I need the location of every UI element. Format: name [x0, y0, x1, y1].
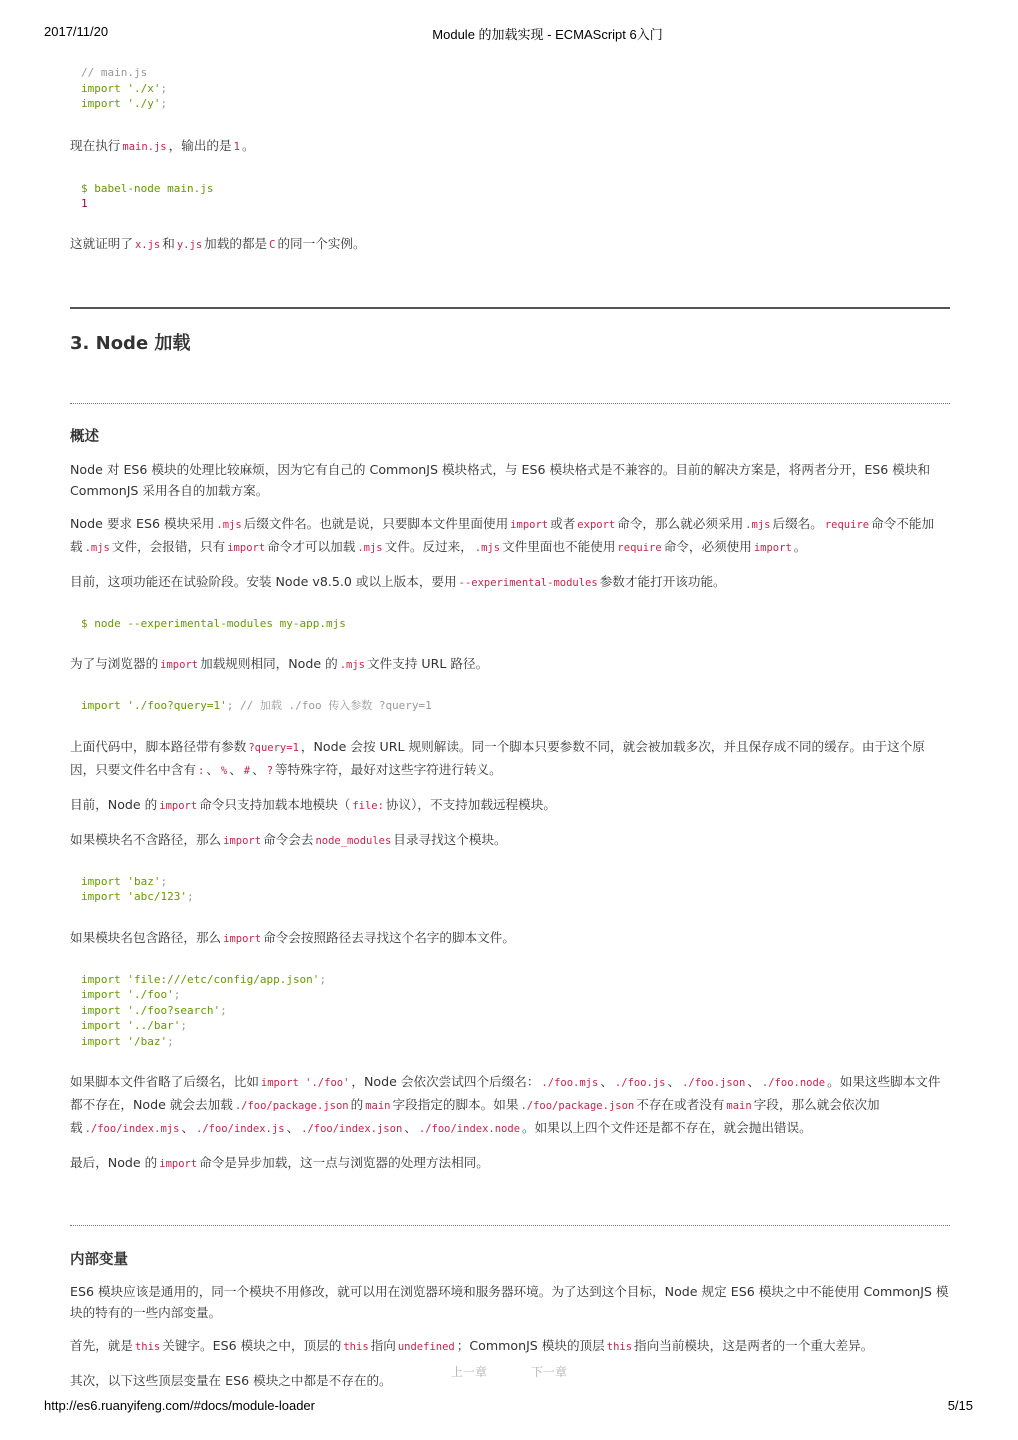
code-keyword: import — [81, 874, 121, 888]
code-punct: ; — [226, 699, 234, 712]
code-line: $ babel-node main.js — [81, 181, 214, 195]
code-string: './x' — [127, 81, 161, 95]
paragraph: 如果模块名包含路径，那么 import 命令会按照路径去寻找这个名字的脚本文件。 — [70, 929, 515, 945]
print-url: http://es6.ruanyifeng.com/#docs/module-loader — [44, 1398, 315, 1413]
code-keyword: import — [81, 988, 121, 1001]
code-string: './y' — [127, 97, 161, 110]
next-chapter-link[interactable]: 下一章 — [531, 1365, 568, 1379]
prev-chapter-link[interactable]: 上一章 — [451, 1365, 488, 1379]
code-keyword: import — [81, 1019, 121, 1032]
code-keyword: import — [81, 890, 121, 903]
paragraph: ES6 模块应该是通用的，同一个模块不用修改，就可以用在浏览器环境和服务器环境。为了达到这个目标，Node 规定 ES6 模块之中不能使用 CommonJS 模块的特有的一些内部变量。 — [70, 1284, 949, 1320]
code-punct: ; — [160, 97, 168, 110]
code-string: './foo?search' — [127, 1003, 221, 1017]
paragraph: 现在执行 main.js ，输出的是 1 。 — [70, 137, 255, 153]
code-comment: // main.js — [81, 66, 148, 79]
code-string: './foo' — [127, 988, 174, 1001]
code-string: '/baz' — [127, 1034, 168, 1048]
subsection-title-internal-vars: 内部变量 — [70, 1252, 128, 1268]
code-string: 'file:///etc/config/app.json' — [127, 972, 320, 986]
code-block-path-import — [70, 972, 950, 1050]
paragraph: 如果脚本文件省略了后缀名，比如 import './foo' ，Node 会依次尝试四个后缀名： ./foo.mjs 、 ./foo.js 、 ./foo.json 、 ./foo.node 。如果这些脚本文件都不存在，Node 就会去加载 ./foo/package.json 的 main 字段指定的脚本。如果 ./foo/package.json 不存在或者没有 main 字段，那么就会依次加载 ./foo/index.mjs 、 ./foo/index.js 、 ./foo/index.json 、 ./foo/index.node 。如果以上四个文件还是都不存在，就会抛出错误。 — [70, 1074, 941, 1135]
code-comment: // 加载 ./foo 传入参数 ?query=1 — [239, 699, 432, 712]
subsection-divider — [70, 403, 950, 404]
section-title: 3. Node 加载 — [70, 332, 191, 354]
paragraph: 目前，Node 的 import 命令只支持加载本地模块（ file: 协议），不支持加载远程模块。 — [70, 796, 556, 812]
paragraph: 其次，以下这些顶层变量在 ES6 模块之中都是不存在的。 — [70, 1373, 392, 1388]
code-block-babel — [70, 181, 950, 212]
code-punct: ; — [319, 972, 327, 986]
article-content — [70, 60, 950, 1391]
code-string: 'baz' — [127, 874, 161, 888]
code-punct: ; — [160, 874, 168, 888]
code-punct: ; — [160, 81, 168, 95]
code-keyword: import — [81, 972, 121, 986]
paragraph: Node 对 ES6 模块的处理比较麻烦，因为它有自己的 CommonJS 模块格式，与 ES6 模块格式是不兼容的。目前的解决方案是，将两者分开，ES6 模块和 CommonJS 采用各自的加载方案。 — [70, 461, 931, 498]
code-block-main-js — [70, 65, 950, 112]
paragraph: 最后，Node 的 import 命令是异步加载，这一点与浏览器的处理方法相同。 — [70, 1155, 489, 1170]
code-line: $ node --experimental-modules my-app.mjs — [81, 616, 346, 630]
print-date: 2017/11/20 — [44, 24, 109, 39]
code-keyword: import — [81, 97, 121, 110]
code-punct: ; — [180, 1019, 187, 1032]
code-punct: ; — [167, 1034, 174, 1048]
code-keyword: import — [81, 1003, 121, 1017]
print-page-number: 5/15 — [947, 1398, 973, 1413]
paragraph: 目前，这项功能还在试验阶段。安装 Node v8.5.0 或以上版本，要用 --experimental-modules 参数才能打开该功能。 — [70, 573, 726, 589]
code-string: '../bar' — [127, 1019, 181, 1032]
print-title: Module 的加载实现 - ECMAScript 6入门 — [432, 27, 663, 42]
code-block-bare-import — [70, 874, 950, 905]
paragraph: 首先，就是 this 关键字。ES6 模块之中，顶层的 this 指向 undefined ；CommonJS 模块的顶层 this 指向当前模块，这是两者的一个重大差异。 — [70, 1338, 874, 1353]
code-block-query — [70, 698, 950, 714]
code-punct: ; — [186, 890, 194, 903]
code-keyword: import — [81, 699, 121, 712]
subsection-divider — [70, 1225, 950, 1226]
paragraph: Node 要求 ES6 模块采用 .mjs 后缀文件名。也就是说，只要脚本文件里面使用 import 或者 export 命令，那么就必须采用 .mjs 后缀名。 require 命令不能加载 .mjs 文件，会报错，只有 import 命令才可以加载 .mjs 文件。反过来， .mjs 文件里面也不能使用 require 命令，必须使用 import 。 — [70, 515, 935, 554]
paragraph: 为了与浏览器的 import 加载规则相同，Node 的 .mjs 文件支持 URL 路径。 — [70, 656, 489, 671]
code-string: 'abc/123' — [127, 890, 187, 903]
paragraph: 如果模块名不含路径，那么 import 命令会去 node_modules 目录寻找这个模块。 — [70, 831, 507, 847]
code-keyword: import — [81, 81, 121, 95]
code-string: './foo?query=1' — [127, 699, 227, 712]
code-keyword: import — [81, 1034, 121, 1048]
subsection-title-overview: 概述 — [70, 428, 99, 445]
paragraph: 这就证明了 x.js 和 y.js 加载的都是 C 的同一个实例。 — [70, 235, 366, 251]
code-block-node-flag — [70, 616, 950, 632]
section-divider — [70, 307, 950, 309]
paragraph: 上面代码中，脚本路径带有参数 ?query=1 ，Node 会按 URL 规则解读。同一个脚本只要参数不同，就会被加载多次，并且保存成不同的缓存。由于这个原因，只要文件名中含有 : 、 % 、 # 、 ? 等特殊字符，最好对这些字符进行转义。 — [70, 738, 925, 777]
code-punct: ; — [173, 988, 181, 1001]
code-output: 1 — [81, 197, 88, 210]
code-punct: ; — [220, 1003, 227, 1017]
